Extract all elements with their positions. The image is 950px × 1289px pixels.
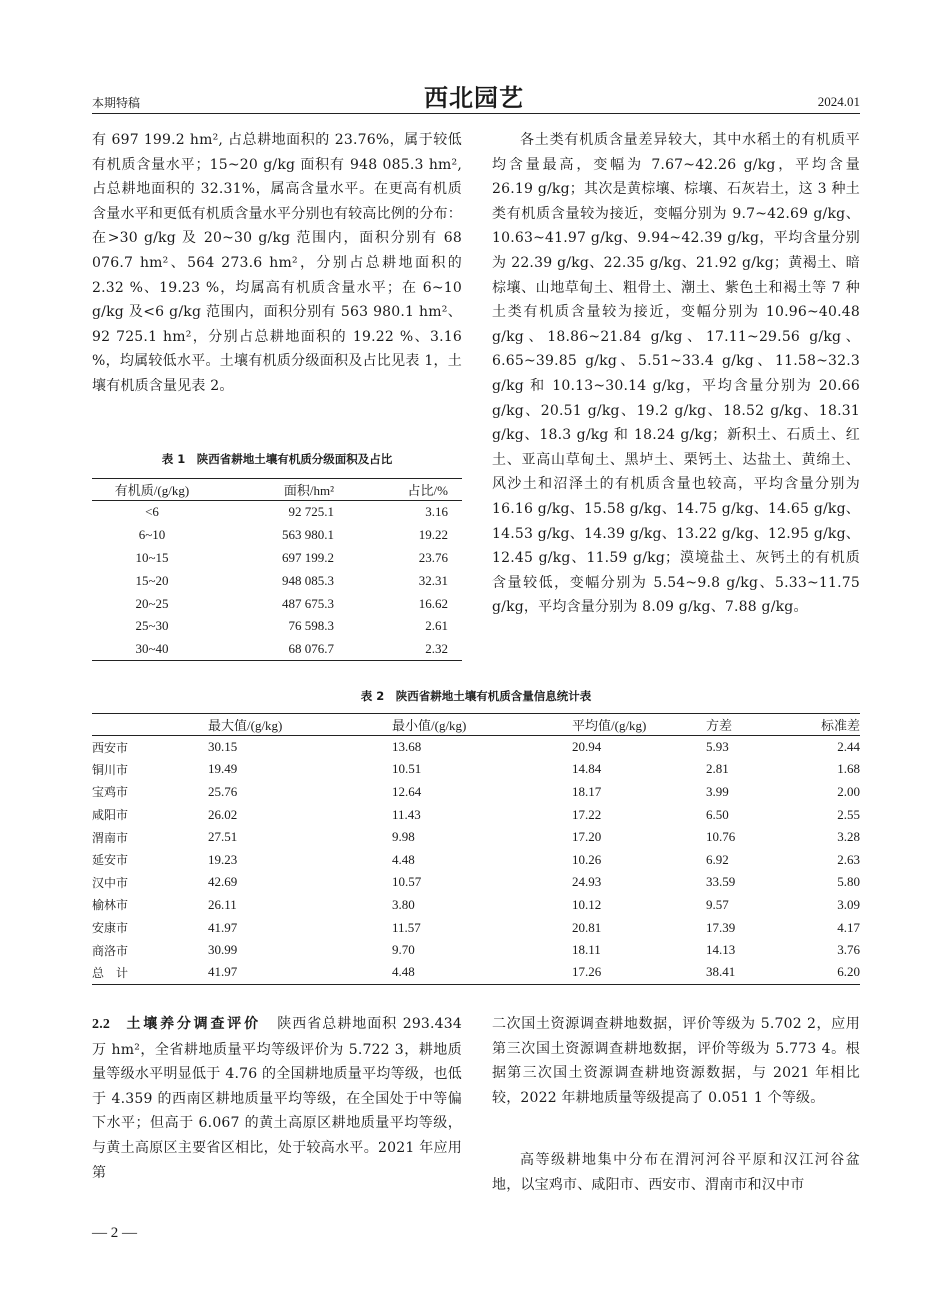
table1-header-row — [92, 479, 462, 501]
table-cell: 14.84 — [572, 761, 602, 777]
table-cell: 19.22 — [418, 526, 448, 542]
table-cell: 4.48 — [392, 964, 415, 980]
table-cell: 30~40 — [135, 641, 169, 657]
table-cell: 3.80 — [392, 896, 415, 912]
table-row — [92, 758, 860, 781]
table2-header-row — [92, 714, 860, 736]
table-row — [92, 638, 462, 661]
table-cell: 4.48 — [392, 851, 415, 867]
section-2-2-right-p2: 高等级耕地集中分布在渭河河谷平原和汉江河谷盆地，以宝鸡市、咸阳市、西安市、渭南市和汉中市 — [492, 1152, 860, 1193]
table-total-row — [92, 961, 860, 984]
table-row — [92, 894, 860, 917]
table-cell: 3.09 — [837, 896, 860, 912]
table-cell: 1.68 — [837, 761, 860, 777]
table-cell: 2.61 — [425, 618, 448, 634]
table-row — [92, 848, 860, 871]
table-cell: 汉中市 — [92, 875, 129, 890]
table-cell: 11.43 — [392, 806, 421, 822]
table-row — [92, 569, 462, 592]
table-cell: 3.16 — [425, 504, 448, 520]
table-cell: 25.76 — [208, 783, 238, 799]
table-cell: 6.20 — [837, 964, 860, 980]
table2-header: 最小值/(g/kg) — [342, 714, 542, 736]
table-cell: 18.11 — [572, 942, 601, 958]
table-cell: 17.26 — [572, 964, 602, 980]
table-cell: 17.20 — [572, 829, 602, 845]
table-cell: 17.22 — [572, 806, 602, 822]
table-cell: 宝鸡市 — [92, 785, 129, 800]
table-cell: 948 085.3 — [282, 572, 334, 588]
table-cell: 2.00 — [837, 783, 860, 799]
section-body: 陕西省总耕地面积 293.434 万 hm²，全省耕地质量平均等级评价为 5.722 3，耕地质量等级水平明显低于 4.76 的全国耕地质量平均等级，也低于 4.359 的西南区耕地质量平均等级，在全国处于中等偏下水平；但高于 6.067 的黄土高原区耕地质量平均等级，与黄土高原区主要省区相比，处于较高水平。2021 年应用第 — [92, 1016, 463, 1181]
table-cell: 30.99 — [208, 942, 238, 958]
table-cell: 咸阳市 — [92, 808, 129, 823]
table-cell: 10.76 — [706, 829, 736, 845]
table-row — [92, 501, 462, 524]
table2-caption: 表 2 陕西省耕地土壤有机质含量信息统计表 — [360, 689, 592, 703]
table-cell: 487 675.3 — [282, 595, 334, 611]
table-row — [92, 615, 462, 638]
table-cell: 4.17 — [837, 919, 860, 935]
table-cell: 2.44 — [837, 739, 860, 755]
table-cell: 30.15 — [208, 739, 238, 755]
table-cell: 24.93 — [572, 874, 602, 890]
right-paragraph: 各土类有机质含量差异较大，其中水稻土的有机质平均含量最高，变幅为 7.67~42.26 g/kg，平均含量 26.19 g/kg；其次是黄棕壤、棕壤、石灰岩土，这 3 种土类有机质含量较为接近，变幅分别为 9.7~42.69 g/kg、10.63~41.97 g/kg、9.94~42.39 g/kg，平均含量分别为 22.39 g/kg、22.35 g/kg、21.92 g/kg；黄褐土、暗棕壤、山地草甸土、粗骨土、潮土、紫色土和褐土等 7 种土类有机质含量较为接近，变幅分别为 10.96~40.48 g/kg、18.86~21.84 g/kg、17.11~29.56 g/kg、6.65~39.85 g/kg、5.51~33.4 g/kg、11.58~32.3 g/kg 和 10.13~30.14 g/kg，平均含量分别为 20.66 g/kg、20.51 g/kg、19.2 g/kg、18.52 g/kg、18.31 g/kg、18.3 g/kg 和 18.24 g/kg；新积土、石质土、红土、亚高山草甸土、黑垆土、栗钙土、达盐土、黄绵土、风沙土和沼泽土的有机质含量也较高，平均含量分别为 16.16 g/kg、15.58 g/kg、14.75 g/kg、14.65 g/kg、14.53 g/kg、14.39 g/kg、13.22 g/kg、12.95 g/kg、12.45 g/kg、11.59 g/kg；漠境盐土、灰钙土的有机质含量较低，变幅分别为 5.54~9.8 g/kg、5.33~11.75 g/kg，平均含量分别为 8.09 g/kg、7.88 g/kg。 — [492, 132, 860, 616]
table-cell: 10.57 — [392, 874, 422, 890]
table-row — [92, 803, 860, 826]
table-cell: 渭南市 — [92, 830, 129, 845]
table-row — [92, 736, 860, 759]
table1-caption: 表 1 陕西省耕地土壤有机质分级面积及占比 — [161, 452, 393, 466]
table1 — [92, 478, 462, 661]
table-cell: 10~15 — [135, 549, 169, 565]
table-cell: 26.02 — [208, 806, 238, 822]
table-cell: 商洛市 — [92, 943, 129, 958]
table-cell: 2.32 — [425, 641, 448, 657]
table-cell: 11.57 — [392, 919, 421, 935]
table-cell: 12.64 — [392, 783, 422, 799]
table-cell: 32.31 — [418, 572, 448, 588]
table-row — [92, 939, 860, 962]
table-cell: 2.55 — [837, 806, 860, 822]
table-cell: 3.28 — [837, 829, 860, 845]
table-row — [92, 826, 860, 849]
table2-header — [92, 714, 192, 736]
table-cell: 3.99 — [706, 783, 729, 799]
table-cell: 42.69 — [208, 874, 238, 890]
table2-header: 方差 — [692, 714, 792, 736]
table-row — [92, 871, 860, 894]
table-cell: 92 725.1 — [288, 504, 334, 520]
table-cell: 总 计 — [92, 965, 129, 980]
table-cell: 38.41 — [706, 964, 736, 980]
section-2-2-left — [92, 1012, 462, 1185]
table2-header: 平均值/(g/kg) — [542, 714, 692, 736]
table-cell: 68 076.7 — [288, 641, 334, 657]
table-cell: 23.76 — [418, 549, 448, 565]
journal-logo: 西北园艺 — [424, 83, 524, 112]
column-label: 本期特稿 — [92, 96, 141, 110]
table-cell: 20.81 — [572, 919, 602, 935]
table-cell: 16.62 — [418, 595, 448, 611]
page-number: — 2 — — [92, 1225, 137, 1241]
table-cell: 20.94 — [572, 739, 602, 755]
table-row — [92, 781, 860, 804]
table-cell: 6~10 — [138, 526, 166, 542]
table1-header: 占比/% — [342, 479, 462, 501]
table2-header: 标准差 — [792, 714, 860, 736]
table-cell: 27.51 — [208, 829, 238, 845]
table-cell: 697 199.2 — [282, 549, 334, 565]
table-cell: 25~30 — [135, 618, 169, 634]
table-cell: 10.26 — [572, 851, 602, 867]
table1-header: 面积/hm² — [212, 479, 342, 501]
section-number: 2.2 — [92, 1017, 111, 1032]
table-cell: 铜川市 — [92, 762, 129, 777]
table-cell: 19.49 — [208, 761, 238, 777]
section-title: 土壤养分调查评价 — [126, 1016, 261, 1032]
table-cell: 19.23 — [208, 851, 238, 867]
table-cell: 15~20 — [135, 572, 169, 588]
issue-number: 2024.01 — [817, 94, 860, 109]
table-cell: 2.63 — [837, 851, 860, 867]
table-cell: 6.50 — [706, 806, 729, 822]
table-cell: 33.59 — [706, 874, 736, 890]
table2 — [92, 713, 860, 985]
table-cell: 20~25 — [135, 595, 169, 611]
table-cell: 10.12 — [572, 896, 602, 912]
left-paragraph: 有 697 199.2 hm², 占总耕地面积的 23.76%，属于较低有机质含量水平；15~20 g/kg 面积有 948 085.3 hm², 占总耕地面积的 32.31%，属高含量水平。在更高有机质含量水平和更低有机质含量水平分别也有较高比例的分布：在>30 g/kg 及 20~30 g/kg 范围内，面积分别有 68 076.7 hm²、564 273.6 hm²，分别占总耕地面积的 2.32 %、19.23 %，均属高有机质含量水平；在 6~10 g/kg 及<6 g/kg 范围内，面积分别有 563 980.1 hm²、92 725.1 hm²，分别占总耕地面积的 19.22 %、3.16 %，均属较低水平。土壤有机质分级面积及占比见表 1，土壤有机质含量见表 2。 — [92, 132, 462, 394]
table-cell: 延安市 — [92, 853, 129, 868]
table-cell: 榆林市 — [92, 898, 129, 913]
page-header — [92, 78, 860, 114]
table-cell: 5.93 — [706, 739, 729, 755]
table-cell: 563 980.1 — [282, 526, 334, 542]
table-row — [92, 523, 462, 546]
table-cell: 9.70 — [392, 942, 415, 958]
table-cell: 41.97 — [208, 919, 238, 935]
table-row — [92, 916, 860, 939]
table-cell: 5.80 — [837, 874, 860, 890]
table-cell: 6.92 — [706, 851, 729, 867]
table-cell: <6 — [145, 504, 159, 520]
table-cell: 3.76 — [837, 942, 860, 958]
section-2-2-right: 二次国土资源调查耕地数据，评价等级为 5.702 2，应用第三次国土资源调查耕地数据，评价等级为 5.773 4。根据第三次国土资源调查耕地资源数据，与 2021 年相比较，2022 年耕地质量等级提高了 0.051 1 个等级。 — [492, 1016, 860, 1106]
table2-header: 最大值/(g/kg) — [192, 714, 342, 736]
table-cell: 18.17 — [572, 783, 602, 799]
table-cell: 安康市 — [92, 921, 129, 936]
table-cell: 13.68 — [392, 739, 422, 755]
table-cell: 76 598.3 — [288, 618, 334, 634]
table-cell: 9.98 — [392, 829, 415, 845]
table1-header: 有机质/(g/kg) — [92, 479, 212, 501]
table-cell: 9.57 — [706, 896, 729, 912]
table-cell: 41.97 — [208, 964, 238, 980]
table-row — [92, 546, 462, 569]
table-cell: 17.39 — [706, 919, 736, 935]
table-row — [92, 592, 462, 615]
table-cell: 西安市 — [92, 740, 129, 755]
table-cell: 2.81 — [706, 761, 729, 777]
table-cell: 14.13 — [706, 942, 736, 958]
table-cell: 26.11 — [208, 896, 237, 912]
table-cell: 10.51 — [392, 761, 422, 777]
